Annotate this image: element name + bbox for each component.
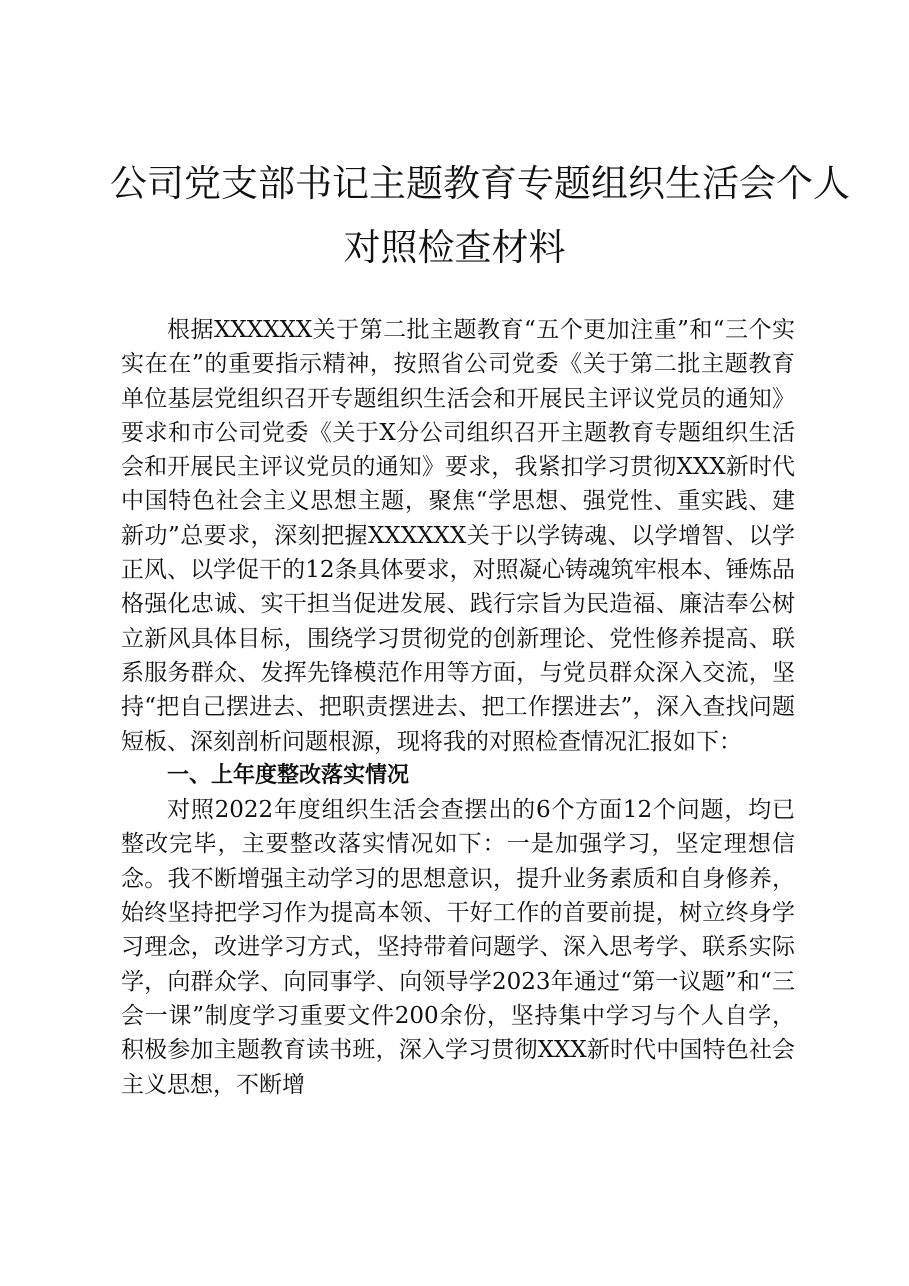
intro-paragraph: 根据XXXXXX关于第二批主题教育“五个更加注重”和“三个实实在在”的重要指示精神，按照省公司党委《关于第二批主题教育单位基层党组织召开专题组织生活会和开展民主评议党员的通知》要求和市公司党委《关于X分公司组织召开主题教育专题组织生活会和开展民主评议党员的通知》要求，我紧扣学习贯彻XXX新时代中国特色社会主义思想主题，聚焦“学思想、强党性、重实践、建新功”总要求，深刻把握XXXXXX关于以学铸魂、以学增智、以学正风、以学促干的12条具体要求，对照凝心铸魂筑牢根本、锤炼品格强化忠诚、实干担当促进发展、践行宗旨为民造福、廉洁奉公树立新风具体目标，围绕学习贯彻党的创新理论、党性修养提高、联系服务群众、发挥先锋模范作用等方面，与党员群众深入交流，坚持“把自己摆进去、把职责摆进去、把工作摆进去”，深入查找问题短板、深刻剖析问题根源，现将我的对照检查情况汇报如下： [121, 317, 795, 755]
document-body [121, 313, 795, 1102]
section-1-paragraph: 对照2022年度组织生活会查摆出的6个方面12个问题，均已整改完毕，主要整改落实情况如下：一是加强学习，坚定理想信念。我不断增强主动学习的思想意识，提升业务素质和自身修养，始终坚持把学习作为提高本领、干好工作的首要前提，树立终身学习理念，改进学习方式，坚持带着问题学、深入思考学、联系实际学，向群众学、向同事学、向领导学2023年通过“第一议题”和“三会一课”制度学习重要文件200余份，坚持集中学习与个人自学，积极参加主题教育读书班，深入学习贯彻XXX新时代中国特色社会主义思想，不断增 [121, 797, 795, 1098]
document-title-line-2: 对照检查材料 [343, 226, 566, 269]
section-1-heading: 一、上年度整改落实情况 [167, 762, 410, 788]
document-title-line-1: 公司党支部书记主题教育专题组织生活会个人 [110, 162, 850, 205]
